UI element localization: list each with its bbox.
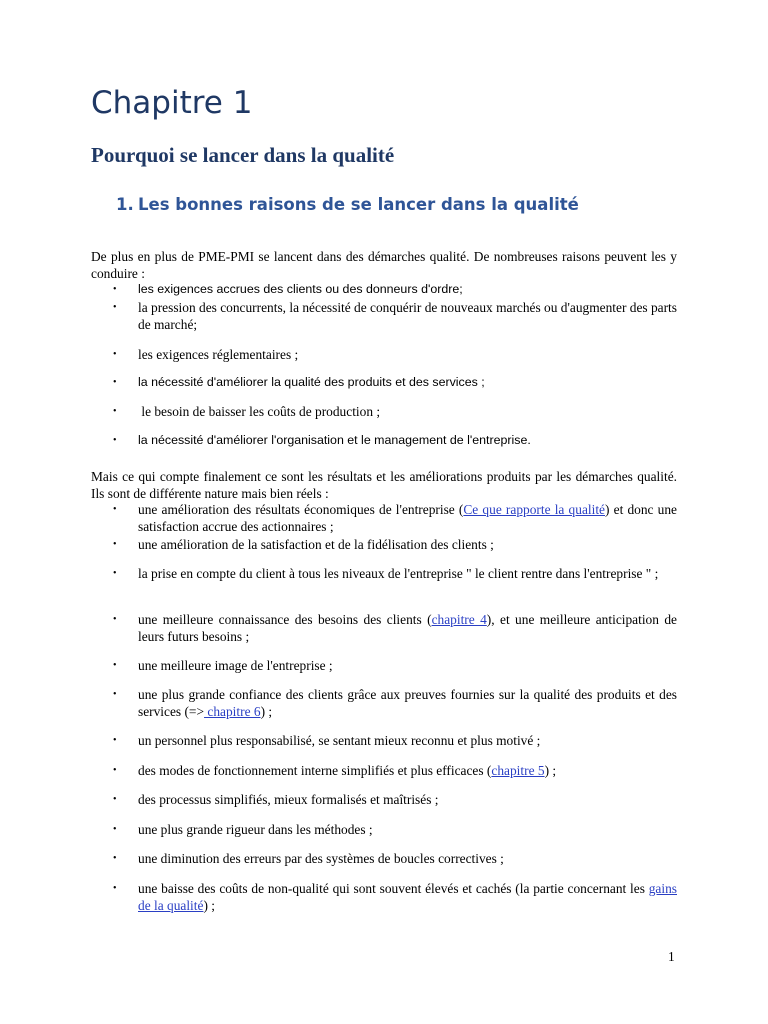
chapter-subtitle: Pourquoi se lancer dans la qualité [91,143,395,167]
intro-paragraph: De plus en plus de PME-PMI se lancent dans des démarches qualité. De nombreuses raisons peuvent les y conduire : [91,249,677,281]
link-chapitre-4[interactable]: chapitre 4 [431,612,487,627]
list-item-text: les exigences réglementaires ; [138,347,299,362]
text-run: ), et une meilleure anticipation de leurs futurs besoins ; [138,612,677,644]
list-item-text: la prise en compte du client à tous les niveaux de l'entreprise " le client rentre dans l'entreprise " ; [138,566,659,581]
text-run: une baisse des coûts de non-qualité qui sont souvent élevés et cachés (la partie concernant les [138,881,649,896]
bullet-icon: • [113,349,117,360]
list-item-text: la pression des concurrents, la nécessité de conquérir de nouveaux marchés ou d'augmenter des parts de marché; [138,300,677,332]
list-item-text [138,762,677,779]
text-run: ) ; [260,704,273,719]
list-item-text [138,501,677,535]
bullet-icon: • [113,660,117,671]
list-item-text: le besoin de baisser les coûts de production ; [138,404,381,419]
bullet-icon: • [113,377,117,388]
bullet-icon: • [113,539,117,550]
section-number: 1. [116,195,134,214]
bullet-icon: • [113,435,117,446]
bullet-icon: • [113,568,117,579]
section-title: Les bonnes raisons de se lancer dans la qualité [138,195,579,214]
list-item [91,346,677,363]
list-item [91,821,677,838]
text-run: ) ; [203,898,215,913]
list-item [91,281,677,298]
bullet-icon: • [113,794,117,805]
list-item [91,791,677,808]
list-item [91,565,677,582]
list-item-text: la nécessité d'améliorer l'organisation et le management de l'entreprise. [138,433,531,447]
text-run: une plus grande confiance des clients grâce aux preuves fournies sur la qualité des produits et des services (=> [138,687,677,719]
text-run: des modes de fonctionnement interne simplifiés et plus efficaces ( [138,763,492,778]
chapter-title: Chapitre 1 [91,85,253,121]
list-item [91,850,677,867]
list-item [91,501,677,535]
list-item [91,657,677,674]
bullet-icon: • [113,689,117,700]
text-run: une amélioration des résultats économiques de l'entreprise ( [138,502,464,517]
list-item [91,686,677,720]
bullet-icon: • [113,406,117,417]
bullet-icon: • [113,614,117,625]
list-item-text: une meilleure image de l'entreprise ; [138,658,333,673]
bullet-icon: • [113,302,117,313]
bullet-icon: • [113,853,117,864]
list-item-text: une plus grande rigueur dans les méthodes ; [138,822,373,837]
list-item [91,403,677,420]
text-run: ) ; [544,763,557,778]
list-item-text: la nécessité d'améliorer la qualité des produits et des services ; [138,375,485,389]
list-item [91,536,677,553]
link-gains-de-la-qualite[interactable]: gains de la qualité [138,881,677,913]
text-run: une meilleure connaissance des besoins des clients ( [138,612,432,627]
list-item-text: les exigences accrues des clients ou des donneurs d'ordre; [138,282,463,296]
link-ce-que-rapporte-la-qualite[interactable]: Ce que rapporte la qualité [463,502,605,517]
list-item-text: une amélioration de la satisfaction et de la fidélisation des clients ; [138,537,494,552]
bullet-icon: • [113,765,117,776]
link-chapitre-6[interactable]: chapitre 6 [204,704,261,719]
list-item [91,611,677,645]
link-chapitre-5[interactable]: chapitre 5 [491,763,545,778]
list-item-text [138,686,677,720]
list-item-text [138,611,677,645]
list-item-text: des processus simplifiés, mieux formalisés et maîtrisés ; [138,792,439,807]
list-item [91,732,677,749]
bullet-icon: • [113,883,117,894]
text-run: ) et donc une satisfaction accrue des actionnaires ; [138,502,678,534]
page-number: 1 [668,949,675,964]
results-intro-paragraph: Mais ce qui compte finalement ce sont les résultats et les améliorations produits par les démarches qualité. Ils sont de différente nature mais bien réels : [91,469,677,501]
list-item [91,374,677,391]
bullet-icon: • [113,504,117,515]
bullet-icon: • [113,735,117,746]
list-item [91,762,677,779]
list-item [91,880,677,914]
bullet-icon: • [113,284,117,295]
section-heading [116,192,579,218]
list-item [91,432,677,449]
list-item-text: une diminution des erreurs par des systèmes de boucles correctives ; [138,851,504,866]
list-item-text: un personnel plus responsabilisé, se sentant mieux reconnu et plus motivé ; [138,733,541,748]
list-item-text [138,880,677,914]
list-item [91,299,677,333]
bullet-icon: • [113,824,117,835]
